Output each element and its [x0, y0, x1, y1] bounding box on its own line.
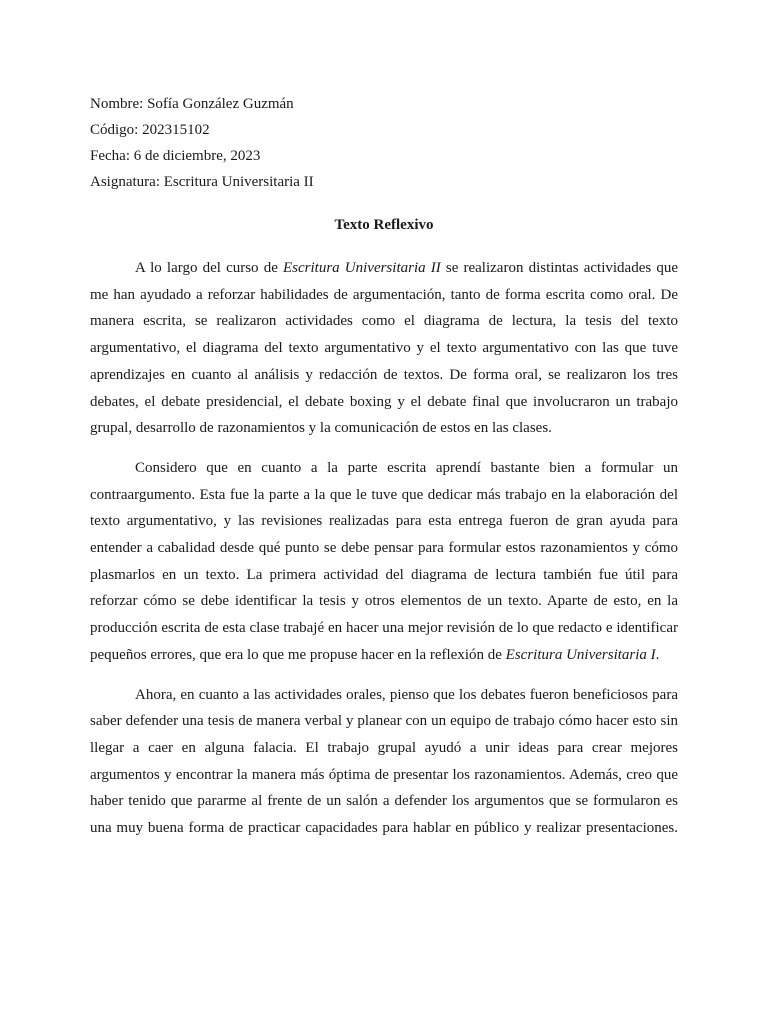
date: Fecha: 6 de diciembre, 2023 [90, 148, 261, 164]
paragraph-1-text-a: A lo largo del curso de [135, 260, 283, 276]
paragraph-2-course-title: Escritura Universitaria I [505, 646, 656, 663]
document-title: Texto Reflexivo [334, 217, 434, 233]
paragraph-3 [90, 682, 678, 842]
document-body [90, 255, 678, 855]
paragraph-2-text-b: . [655, 646, 660, 663]
student-info-header [90, 91, 314, 195]
course: Asignatura: Escritura Universitaria II [90, 174, 314, 190]
paragraph-2 [90, 455, 678, 669]
student-name: Nombre: Sofía González Guzmán [90, 96, 294, 112]
paragraph-1-course-title: Escritura Universitaria II [282, 260, 441, 276]
paragraph-1-text-b: se realizaron distintas actividades que me han ayudado a reforzar habilidades de argumentación, tanto de forma escrita como oral. De manera escrita, se realizaron actividades como el diagrama de lectura, la tesis del texto argumentativo, el diagrama del texto argumentativo y el texto argumentativo con las que tuve aprendizajes en cuanto al análisis y redacción de textos. De forma oral, se realizaron los tres debates, el debate presidencial, el debate boxing y el debate final que involucraron un trabajo grupal, desarrollo de razonamientos y la comunicación de estos en las clases. [90, 260, 678, 437]
paragraph-2-text-a: Considero que en cuanto a la parte escrita aprendí bastante bien a formular un contraargumento. Esta fue la parte a la que le tuve que dedicar más trabajo en la elaboración del texto argumentativo, y las revisiones realizadas para esta entrega fueron de gran ayuda para entender a cabalidad desde qué punto se debe pensar para formular estos razonamientos y cómo plasmarlos en un texto. La primera actividad del diagrama de lectura también fue útil para reforzar cómo se debe identificar la tesis y otros elementos de un texto. Aparte de esto, en la producción escrita de esta clase trabajé en hacer una mejor revisión de lo que redacto e identificar pequeños errores, que era lo que me propuse hacer en la reflexión de [90, 459, 678, 663]
paragraph-3-text-a: Ahora, en cuanto a las actividades orales, pienso que los debates fueron beneficiosos para saber defender una tesis de manera verbal y planear con un equipo de trabajo cómo hacer esto sin llegar a caer en alguna falacia. El trabajo grupal ayudó a unir ideas para crear mejores argumentos y encontrar la manera más óptima de presentar los razonamientos. Además, creo que haber tenido que pararme al frente de un salón a defender los argumentos que se formularon es una muy buena forma de practicar capacidades para hablar en público y realizar presentaciones. [90, 686, 678, 837]
student-code: Código: 202315102 [90, 122, 210, 138]
paragraph-1 [90, 255, 678, 442]
